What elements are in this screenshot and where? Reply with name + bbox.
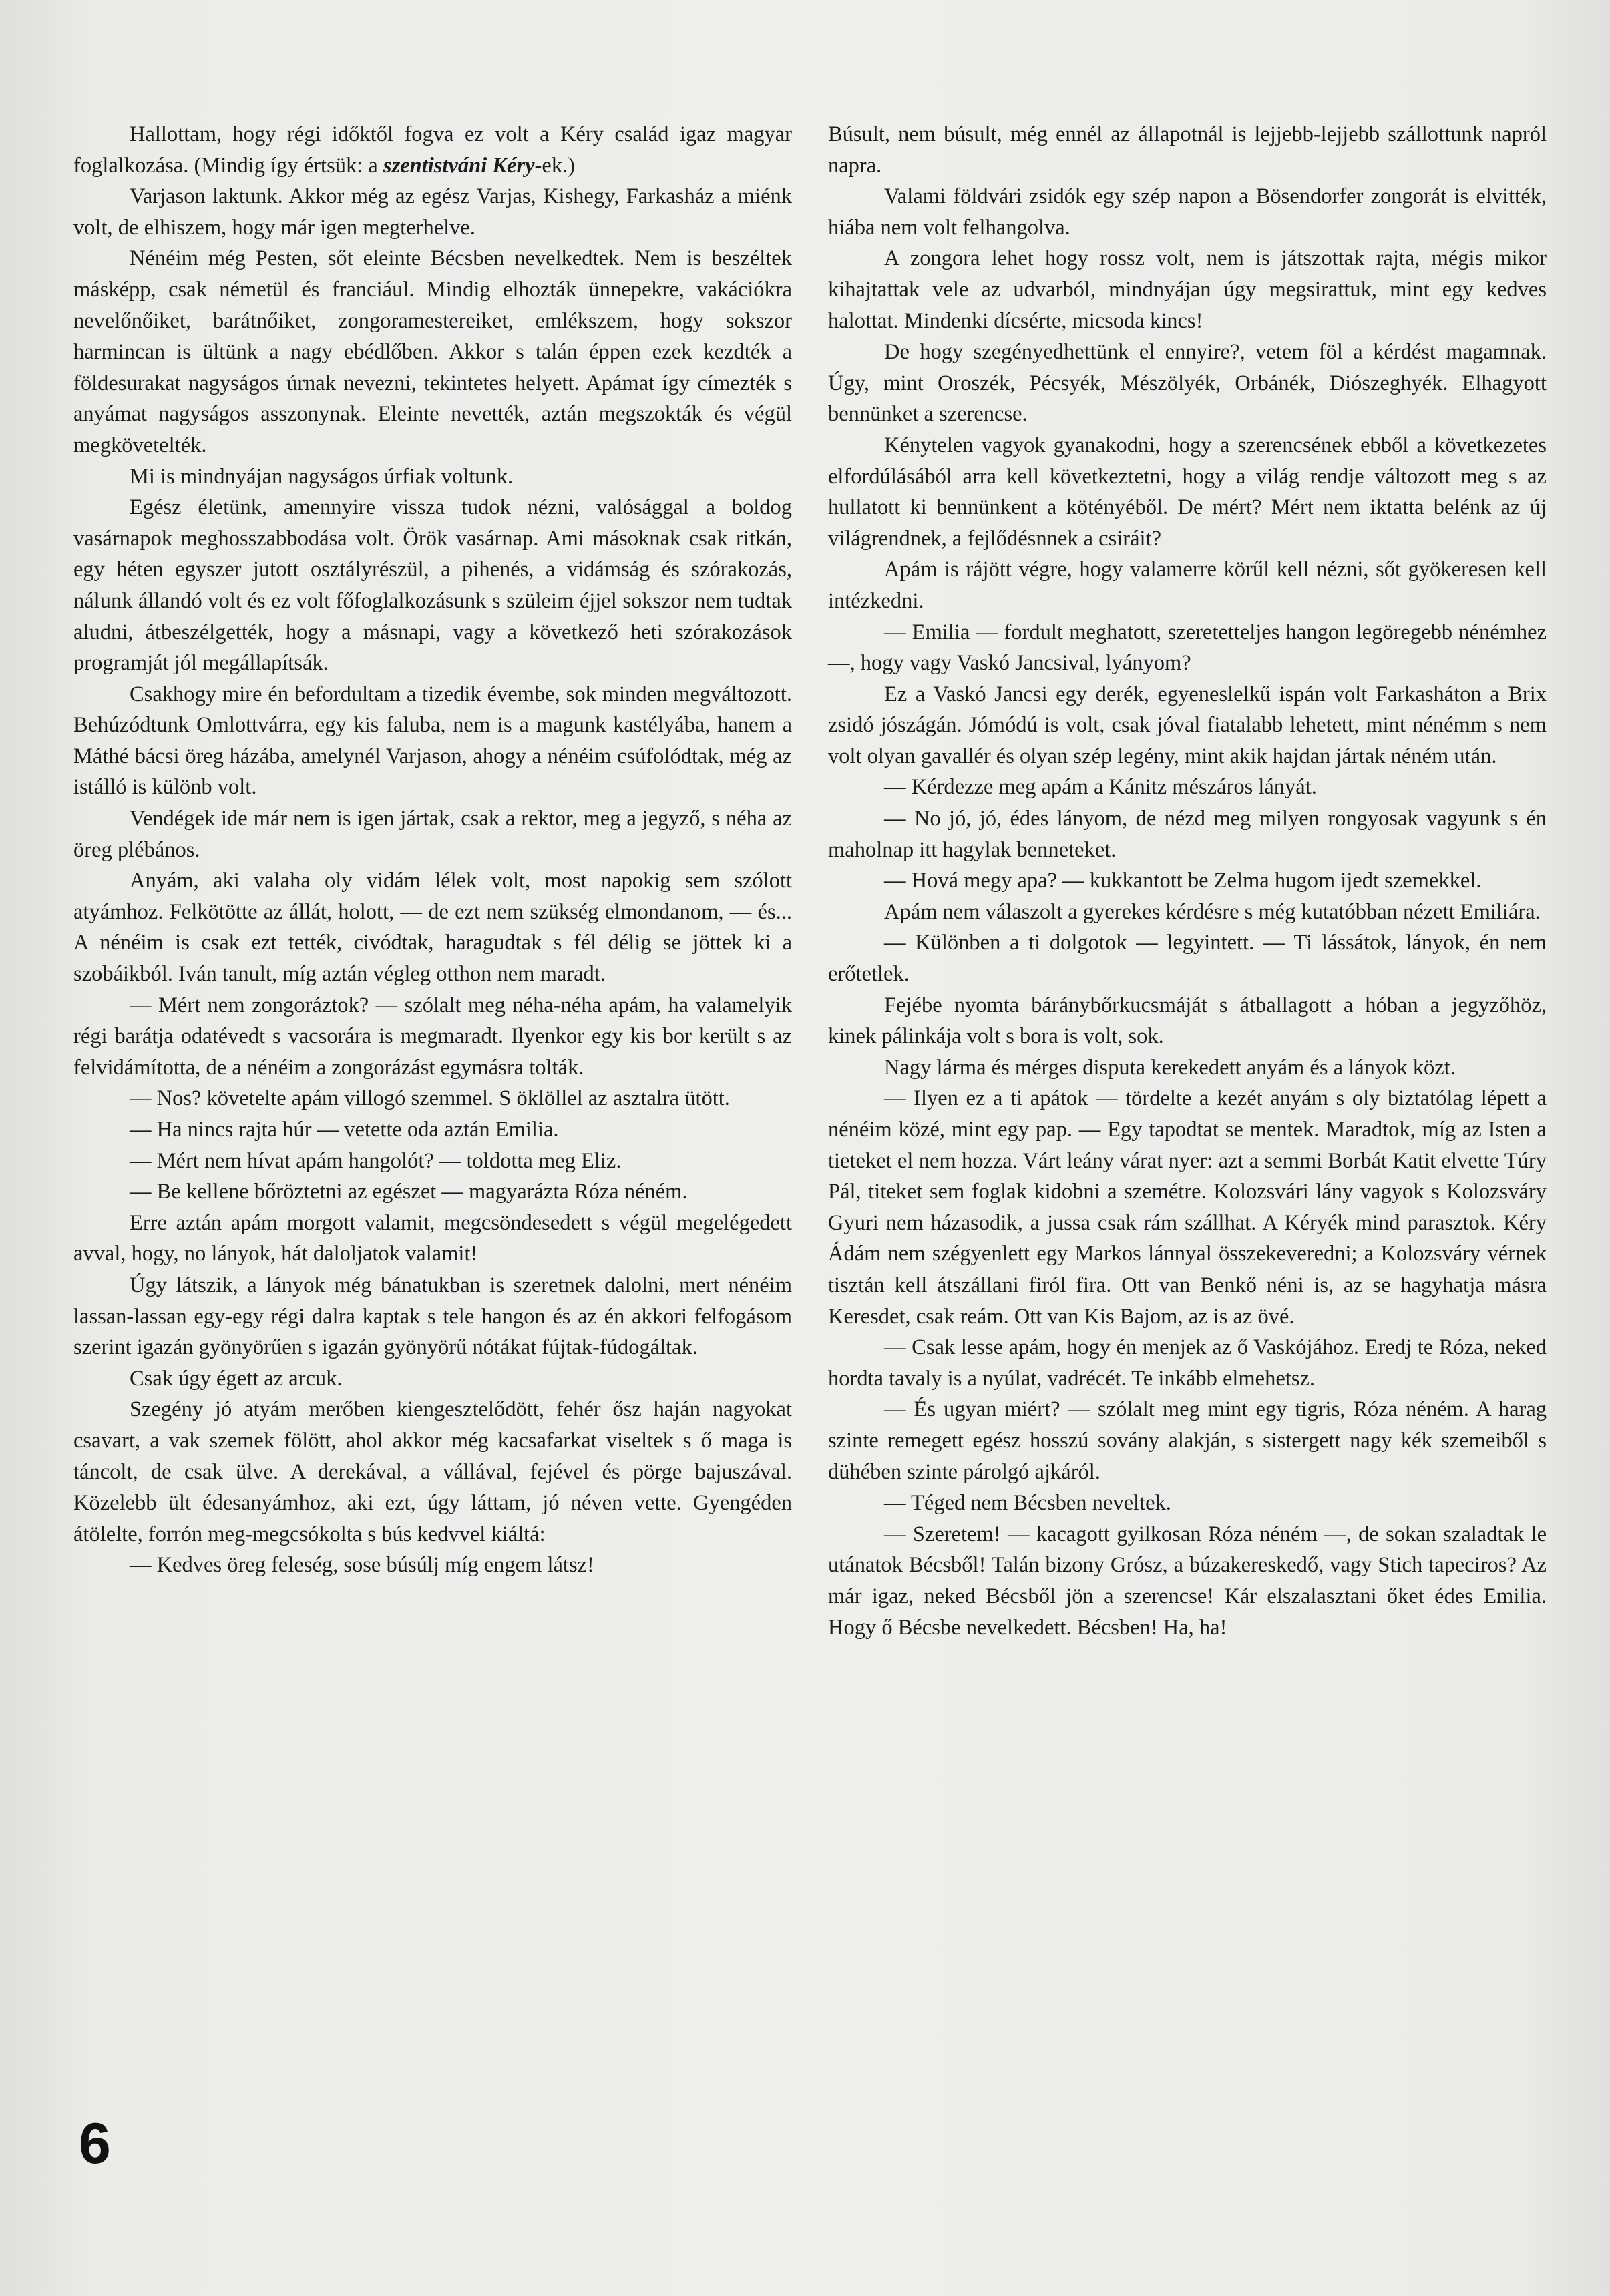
page-number: 6 [79, 2112, 111, 2176]
paragraph: Erre aztán apám morgott valamit, megcsöndesedett s végül megelégedett avval, hogy, no lányok, hát daloljatok valamit! [73, 1210, 792, 1267]
paragraph: Nagy lárma és mérges disputa kerekedett anyám és a lányok közt. [884, 1055, 1456, 1080]
paragraph: — Különben a ti dolgotok — legyintett. — Ti lássátok, lányok, én nem erőtetlek. [828, 931, 1547, 987]
paragraph: — Nos? követelte apám villogó szemmel. S öklöllel az asztalra ütött. [130, 1086, 730, 1111]
paragraph: Anyám, aki valaha oly vidám lélek volt, most napokig sem szólott atyámhoz. Felkötötte az állát, holott, — de ezt nem szükség elmondanom, — és... A nénéim is csak ezt tették, civódtak, haragudtak s fél délig se jöttek ki a szobáikból. Iván tanult, míg aztán végleg otthon nem maradt. [73, 869, 792, 987]
paragraph: Apám is rájött végre, hogy valamerre körűl kell nézni, sőt gyökeresen kell intézkedni. [828, 557, 1547, 613]
paragraph: — No jó, jó, édes lányom, de nézd meg milyen rongyosak vagyunk s én maholnap itt hagylak benneteket. [828, 807, 1547, 862]
paragraph: Apám nem válaszolt a gyerekes kérdésre s még kutatóbban nézett Emiliára. [884, 899, 1541, 924]
paragraph: A zongora lehet hogy rossz volt, nem is játszottak rajta, mégis mikor kihajtattak vele az udvarból, mindnyájan úgy megsirattuk, mint egy kedves halottat. Mindenki dícsérte, micsoda kincs! [828, 246, 1547, 333]
paragraph: De hogy szegényedhettünk el ennyire?, vetem föl a kérdést magamnak. Úgy, mint Oroszék, Pécsyék, Mészölyék, Orbánék, Diószeghyék. Elhagyott bennünket a szerencse. [828, 340, 1547, 427]
right-text-column [828, 119, 1547, 1643]
paragraph: — Emilia — fordult meghatott, szeretetteljes hangon legöregebb nénémhez —, hogy vagy Vaskó Jancsival, lyányom? [828, 620, 1547, 676]
paragraph: Nénéim még Pesten, sőt eleinte Bécsben nevelkedtek. Nem is beszéltek másképp, csak németül és franciául. Mindig elhozták ünnepekre, vakációkra nevelőnőiket, barátnőiket, zongoramestereiket, emlékszem, hogy sokszor harmincan is ültünk a nagy ebédlőben. Akkor s talán éppen ezek kezdték a földesurakat nagyságos úrnak nevezni, tekintetes helyett. Apámat így címezték s anyámat nagyságos asszonynak. Eleinte nevették, aztán megszokták és végül megkövetelték. [73, 246, 792, 457]
paragraph: — Szeretem! — kacagott gyilkosan Róza néném —, de sokan szaladtak le utánatok Bécsből! Talán bizony Grósz, a búzakereskedő, vagy Stich tapeciros? Az már igaz, neked Bécsből jön a szerencse! Kár elszalasztani őket édes Emilia. Hogy ő Bécsbe nevelkedett. Bécsben! Ha, ha! [828, 1522, 1547, 1640]
paragraph: Csakhogy mire én befordultam a tizedik évembe, sok minden megváltozott. Behúzódtunk Omlottvárra, egy kis faluba, nem is a magunk kastélyába, hanem a Máthé bácsi öreg házába, amelynél Varjason, ahogy a nénéim csúfolódtak, még az istálló is különb volt. [73, 682, 792, 800]
paragraph: — Téged nem Bécsben neveltek. [884, 1491, 1171, 1516]
paragraph: — Kedves öreg feleség, sose búsúlj míg engem látsz! [130, 1553, 594, 1578]
paragraph: Csak úgy égett az arcuk. [130, 1366, 343, 1391]
paragraph: Egész életünk, amennyire vissza tudok nézni, valósággal a boldog vasárnapok meghosszabbodása volt. Örök vasárnap. Ami másoknak csak ritkán, egy héten egyszer jutott osztályrészül, a pihenés, a vidámság és szórakozás, nálunk állandó volt és ez volt főfoglalkozásunk s szüleim éjjel sokszor nem tudtak aludni, átbeszélgették, hogy a másnapi, vagy a következő heti szórakozások programját jól megállapítsák. [73, 495, 792, 676]
left-text-column [73, 119, 792, 1581]
paragraph: Valami földvári zsidók egy szép napon a Bösendorfer zongorát is elvitték, hiába nem volt felhangolva. [828, 184, 1547, 240]
paragraph: Varjason laktunk. Akkor még az egész Varjas, Kishegy, Farkasház a miénk volt, de elhiszem, hogy már igen megterhelve. [73, 184, 792, 240]
paragraph: Vendégek ide már nem is igen jártak, csak a rektor, meg a jegyző, s néha az öreg plébános. [73, 807, 792, 862]
paragraph: — Hová megy apa? — kukkantott be Zelma hugom ijedt szemekkel. [884, 869, 1482, 893]
paragraph: Szegény jó atyám merőben kiengesztelődött, fehér ősz haján nagyokat csavart, a vak szemek fölött, ahol akkor még kacsafarkat viseltek s ő maga is táncolt, de csak ülve. A derekával, a vállával, fejével és pörge bajuszával. Közelebb ült édesanyámhoz, aki ezt, úgy láttam, jó néven vette. Gyengéden átölelte, forrón meg-megcsókolta s bús kedvvel kiáltá: [73, 1397, 792, 1546]
paragraph: Ez a Vaskó Jancsi egy derék, egyeneslelkű ispán volt Farkasháton a Brix zsidó jószágán. Jómódú is volt, csak jóval fiatalabb lehetett, mint nénémm s nem volt olyan gavallér és olyan szép legény, mint akik hajdan jártak néném után. [828, 682, 1547, 768]
paragraph: — Kérdezze meg apám a Kánitz mészáros lányát. [884, 775, 1317, 800]
paragraph: Hallottam, hogy régi időktől fogva ez volt a Kéry család igaz magyar foglalkozása. (Mindig így értsük: a szentistváni Kéry-ek.) [73, 122, 792, 178]
paragraph: Úgy látszik, a lányok még bánatukban is szeretnek dalolni, mert nénéim lassan-lassan egy-egy régi dalra kaptak s tele hangon és az én akkori felfogásom szerint igazán gyönyörűen s igazán gyönyörű nótákat fújtak-fúdogáltak. [73, 1273, 792, 1360]
paragraph: Búsult, nem búsult, még ennél az állapotnál is lejjebb-lejjebb szállottunk napról napra. [828, 122, 1547, 178]
paragraph: Kénytelen vagyok gyanakodni, hogy a szerencsének ebből a következetes elfordúlásából arra kell következtetni, hogy a világ rendje változott meg s az hullatott ki bennünkent a kötényéből. De mért? Mért nem iktatta belénk az új világrendnek, a fejlődésnnek a csiráit? [828, 433, 1547, 551]
paragraph: — Mért nem hívat apám hangolót? — toldotta meg Eliz. [130, 1148, 622, 1173]
paragraph: Fejébe nyomta báránybőrkucsmáját s átballagott a hóban a jegyzőhöz, kinek pálinkája volt s bora is volt, sok. [828, 993, 1547, 1049]
paragraph: Mi is mindnyájan nagyságos úrfiak voltunk. [130, 464, 514, 489]
paragraph: — Csak lesse apám, hogy én menjek az ő Vaskójához. Eredj te Róza, neked hordta tavaly is a nyúlat, vadrécét. Te inkább elmehetsz. [828, 1335, 1547, 1391]
paragraph: — És ugyan miért? — szólalt meg mint egy tigris, Róza néném. A harag szinte remegett egész hosszú sovány alakján, s sistergett nagy kék szemeiből s dühében szinte párolgó ajkáról. [828, 1397, 1547, 1484]
paragraph: — Mért nem zongoráztok? — szólalt meg néha-néha apám, ha valamelyik régi barátja odatévedt s vacsorára is megmaradt. Ilyenkor egy kis bor került s az felvidámította, de a nénéim a zongorázást egymásra tolták. [73, 993, 792, 1080]
emphasis-text: szentistváni Kéry [383, 153, 535, 178]
paragraph: — Be kellene bőröztetni az egészet — magyarázta Róza néném. [130, 1180, 688, 1204]
paragraph: — Ilyen ez a ti apátok — tördelte a kezét anyám s oly biztatólag lépett a nénéim közé, mint egy pap. — Egy tapodtat se mentek. Maradtok, míg az Isten a tieteket el nem hozza. Várt leány várat nyer: azt a semmi Borbát Katit elvette Túry Pál, titeket sem foglak kidobni a szemétre. Kolozsvári lány vagyok s Kolozsváry Gyuri nem házasodik, a jussa csak rám szállhat. A Kéryék mind parasztok. Kéry Ádám nem szégyenlett egy Markos lánnyal összekeveredni; a Kolozsváry vérnek tisztán kell átszállani firól fira. Ott van Benkő néni is, az se hagyhatja másra Keresdet, csak reám. Ott van Kis Bajom, az is az övé. [828, 1086, 1547, 1329]
paragraph: — Ha nincs rajta húr — vetette oda aztán Emilia. [130, 1118, 559, 1142]
